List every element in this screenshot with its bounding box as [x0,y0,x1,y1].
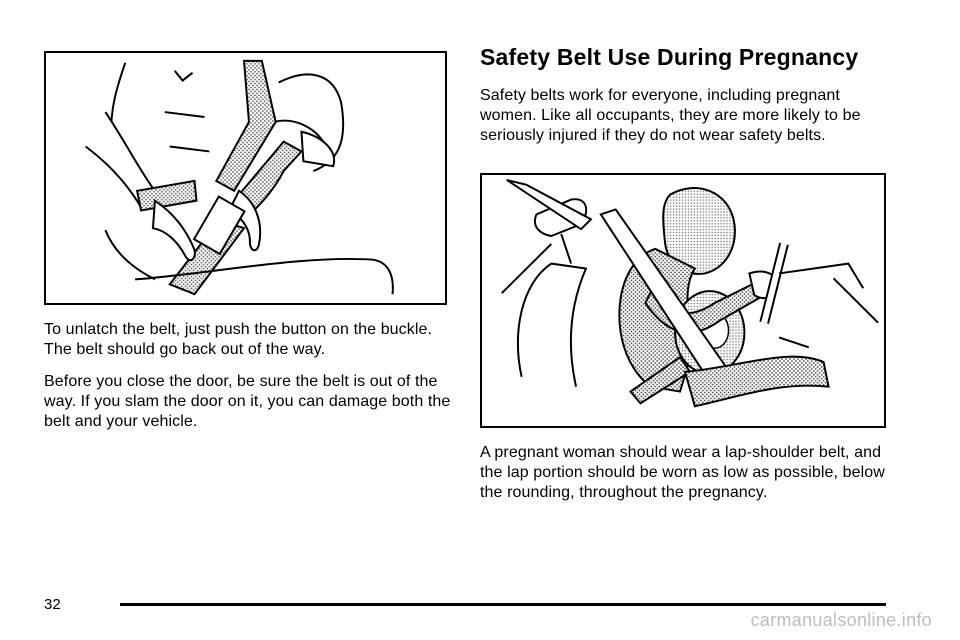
page-number: 32 [44,596,61,613]
footer-rule [120,603,886,606]
door-warning-paragraph: Before you close the door, be sure the belt is out of the way. If you slam the door on it, you can damage both the belt and your vehicle. [44,373,451,430]
belt-unlatch-illustration [44,51,447,305]
section-heading: Safety Belt Use During Pregnancy [480,44,859,70]
pregnancy-belt-drawing [482,175,884,426]
pregnancy-intro-paragraph: Safety belts work for everyone, including pregnant women. Like all occupants, they are more likely to be seriously injured if they do not wear safety belts. [480,87,861,144]
unlatch-instruction-paragraph: To unlatch the belt, just push the button on the buckle. The belt should go back out of the way. [44,321,433,358]
belt-unlatch-drawing [46,53,445,303]
pregnancy-belt-illustration [480,173,886,428]
watermark-text: carmanualsonline.info [750,610,932,630]
lap-belt-guidance-paragraph: A pregnant woman should wear a lap-shoulder belt, and the lap portion should be worn as low as possible, below the rounding, throughout the pregnancy. [480,444,885,501]
